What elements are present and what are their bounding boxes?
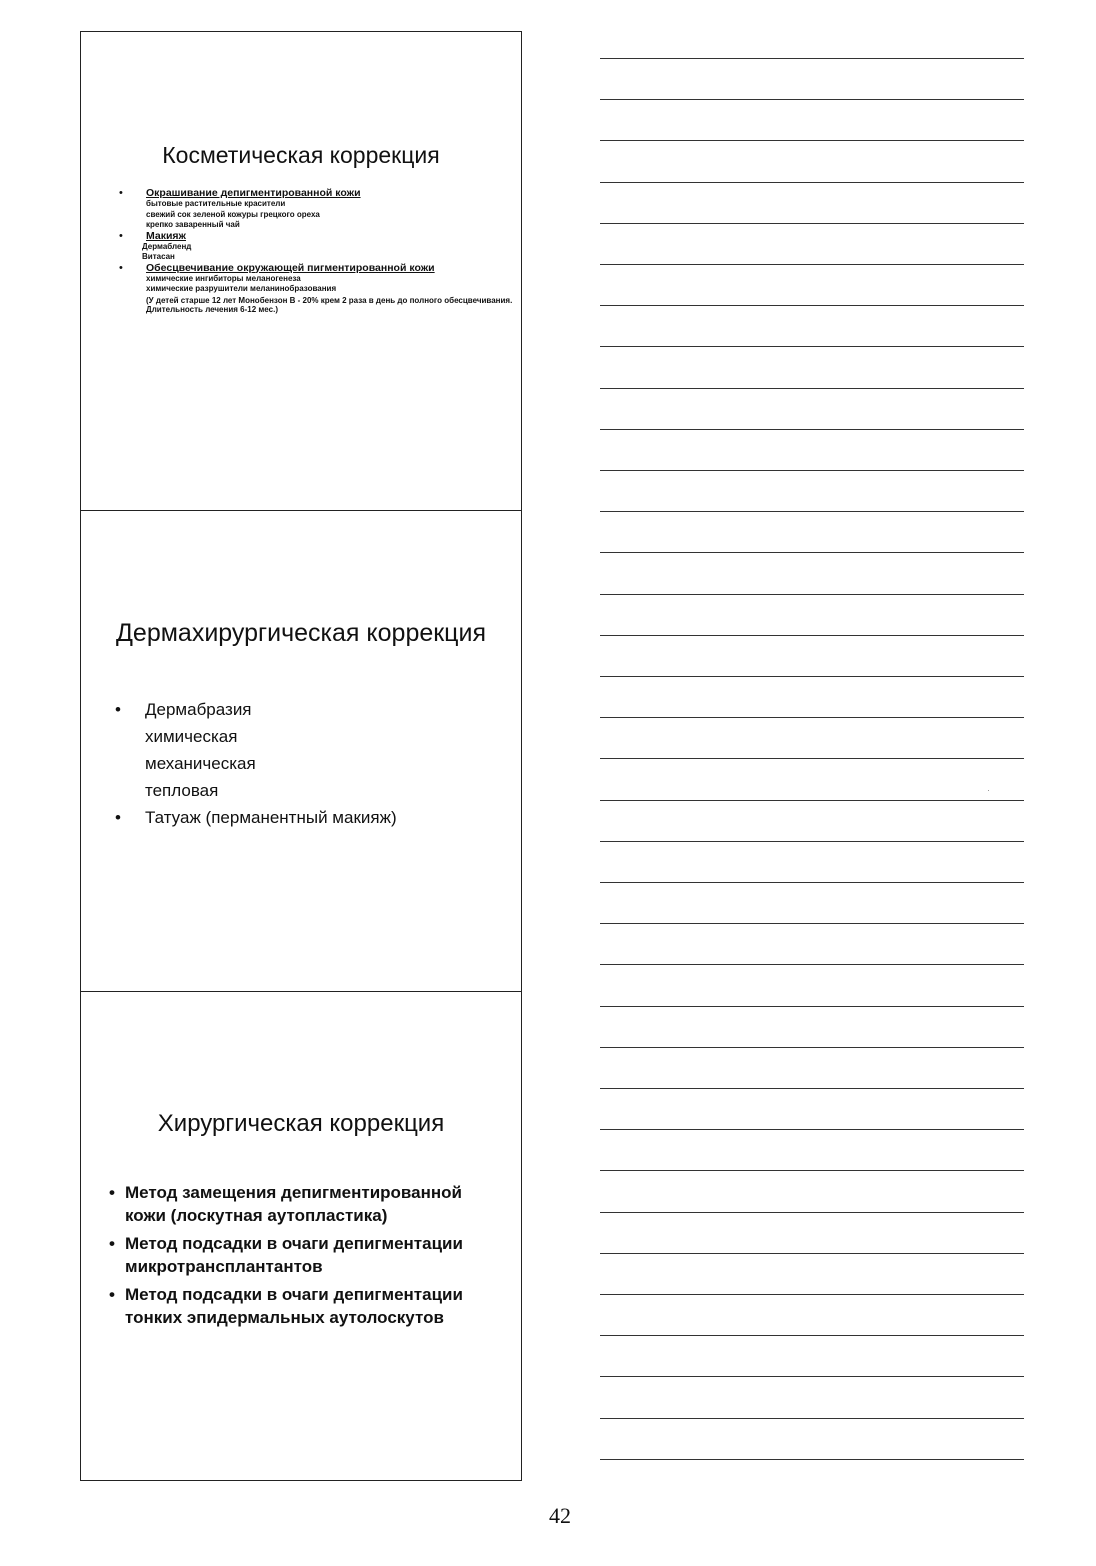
note-line xyxy=(600,841,1024,842)
note-line xyxy=(600,1253,1024,1254)
item-subtext: Витасан xyxy=(142,252,175,261)
note-line xyxy=(600,140,1024,141)
note-line xyxy=(600,264,1024,265)
bullet-icon: • xyxy=(119,261,123,274)
item-subtext: химические ингибиторы меланогенеза xyxy=(146,273,301,283)
note-line xyxy=(600,717,1024,718)
note-line xyxy=(600,1335,1024,1336)
note-line xyxy=(600,511,1024,512)
item-subtext: механическая xyxy=(145,754,256,773)
slide-title: Дермахирургическая коррекция xyxy=(115,619,487,647)
scan-speck xyxy=(988,790,989,791)
bullet-icon: • xyxy=(109,1234,115,1253)
note-line xyxy=(600,552,1024,553)
item-text: Татуаж (перманентный макияж) xyxy=(145,808,397,827)
note-line xyxy=(600,594,1024,595)
note-line xyxy=(600,800,1024,801)
note-line xyxy=(600,1294,1024,1295)
note-line xyxy=(600,470,1024,471)
list-item xyxy=(107,1181,507,1227)
slide-title: Хирургическая коррекция xyxy=(157,1110,445,1137)
bullet-icon: • xyxy=(109,1183,115,1202)
list-item xyxy=(115,696,505,804)
bullet-icon: • xyxy=(109,1285,115,1304)
note-line xyxy=(600,305,1024,306)
note-line xyxy=(600,58,1024,59)
note-line xyxy=(600,346,1024,347)
note-line xyxy=(600,429,1024,430)
bullet-icon: • xyxy=(115,808,121,827)
note-line xyxy=(600,182,1024,183)
list-item xyxy=(115,804,505,831)
note-line xyxy=(600,1047,1024,1048)
note-line xyxy=(600,1006,1024,1007)
bullet-icon: • xyxy=(115,700,121,719)
item-heading: Макияж xyxy=(146,229,186,242)
note-line xyxy=(600,1212,1024,1213)
note-line xyxy=(600,99,1024,100)
item-text: Метод подсадки в очаги депигментации тонких эпидермальных аутолоскутов xyxy=(125,1285,463,1327)
note-line xyxy=(600,1376,1024,1377)
item-subtext: Дермабленд xyxy=(142,241,192,251)
note-line xyxy=(600,388,1024,389)
note-line xyxy=(600,882,1024,883)
bullet-icon: • xyxy=(119,187,123,199)
note-line xyxy=(600,223,1024,224)
note-line xyxy=(600,923,1024,924)
item-text: Метод подсадки в очаги депигментации микротрансплантантов xyxy=(125,1234,463,1276)
item-heading: Обесцвечивание окружающей пигментированной кожи xyxy=(146,261,435,274)
item-subtext: свежий сок зеленой кожуры грецкого ореха xyxy=(146,209,320,219)
list-item xyxy=(107,1232,507,1278)
list-item xyxy=(107,1283,507,1329)
note-line xyxy=(600,758,1024,759)
list-item xyxy=(119,188,519,231)
list-item xyxy=(119,231,519,263)
note-line xyxy=(600,964,1024,965)
bullet-list xyxy=(115,696,505,831)
bullet-list xyxy=(119,188,519,315)
note-line xyxy=(600,1170,1024,1171)
item-text: Метод замещения депигментированной кожи (лоскутная аутопластика) xyxy=(125,1183,462,1225)
item-subtext: химические разрушители меланинобразования xyxy=(146,284,337,293)
slide-cosmetic-correction xyxy=(80,31,522,511)
bullet-list xyxy=(107,1181,507,1334)
list-item xyxy=(119,263,519,315)
slide-title: Косметическая коррекция xyxy=(162,142,440,168)
item-note: (У детей старше 12 лет Монобензон В - 20% крем 2 раза в день до полного обесцвечивания. Длительность лечения 6-12 мес.) xyxy=(146,295,513,314)
note-line xyxy=(600,1129,1024,1130)
item-subtext: бытовые растительные красители xyxy=(146,199,286,208)
item-subtext: тепловая xyxy=(145,781,219,800)
item-subtext: крепко заваренный чай xyxy=(146,220,240,229)
slide-dermasurgical-correction xyxy=(80,510,522,992)
bullet-icon: • xyxy=(119,229,123,242)
note-line xyxy=(600,1088,1024,1089)
page-number: 42 xyxy=(549,1503,571,1528)
note-line xyxy=(600,676,1024,677)
item-heading: Окрашивание депигментированной кожи xyxy=(146,187,361,199)
item-text: Дермабразия xyxy=(145,700,252,719)
slide-surgical-correction xyxy=(80,991,522,1481)
note-line xyxy=(600,1459,1024,1460)
item-subtext: химическая xyxy=(145,727,238,746)
note-line xyxy=(600,1418,1024,1419)
note-line xyxy=(600,635,1024,636)
